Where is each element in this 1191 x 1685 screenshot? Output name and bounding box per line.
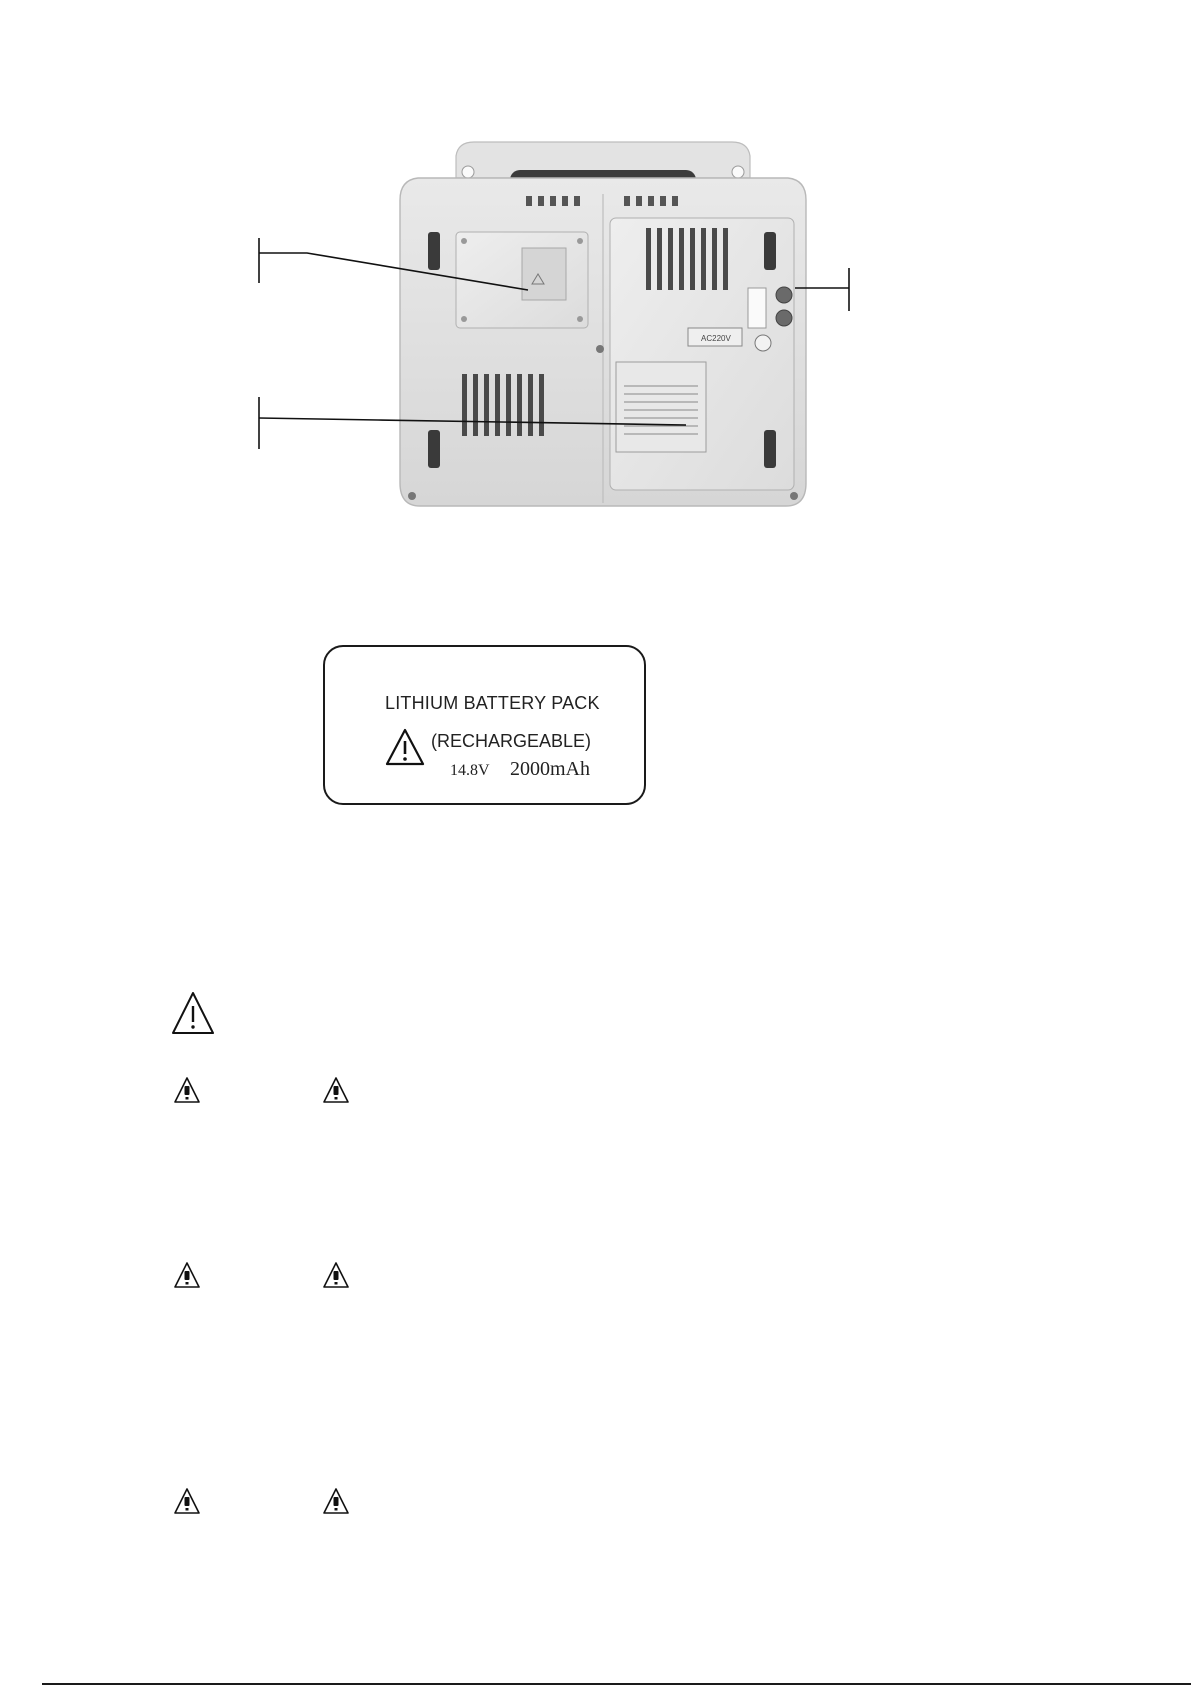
battery-pack-label — [323, 645, 646, 805]
device-rear-photo — [398, 138, 808, 511]
caution-triangle-icon — [171, 990, 215, 1036]
warning-small-icon — [322, 1076, 350, 1104]
battery-label-voltage: 14.8V — [450, 762, 490, 779]
warning-small-icon — [173, 1487, 201, 1515]
warning-small-icon — [322, 1261, 350, 1289]
battery-label-rechargeable: (RECHARGEABLE) — [431, 731, 592, 751]
warning-triangle-icon — [385, 727, 425, 767]
battery-label-capacity: 2000mAh — [510, 758, 590, 780]
battery-label-title: LITHIUM BATTERY PACK — [385, 693, 600, 713]
warning-small-icon — [322, 1487, 350, 1515]
ac-rating-label: AC220V — [701, 334, 731, 343]
warning-small-icon — [173, 1261, 201, 1289]
warning-small-icon — [173, 1076, 201, 1104]
